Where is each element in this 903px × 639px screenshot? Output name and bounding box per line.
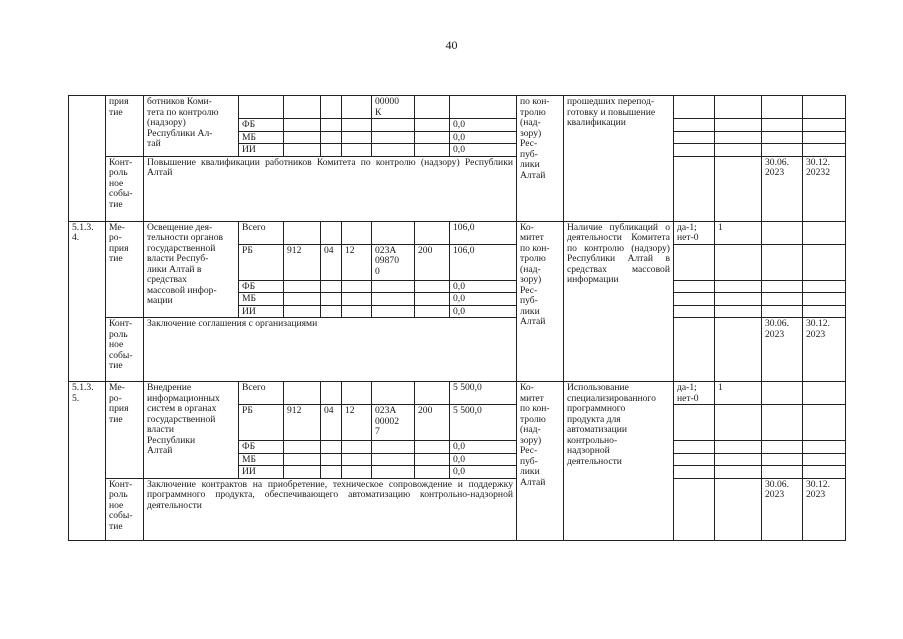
indicator-value xyxy=(715,293,762,306)
indicator-unit xyxy=(674,293,715,306)
funding-vr xyxy=(415,119,450,132)
funding-rz: 04 xyxy=(321,405,342,441)
funding-rz xyxy=(321,119,342,132)
funding-csr xyxy=(372,466,415,479)
funding-vr xyxy=(415,131,450,144)
control-event-date-end: 30.12. 2023 xyxy=(803,478,846,540)
funding-grbs xyxy=(284,441,321,454)
funding-csr xyxy=(372,144,415,157)
funding-source: РБ xyxy=(239,244,284,280)
funding-pr xyxy=(342,466,372,479)
control-event-value xyxy=(715,318,762,382)
program-activities-table xyxy=(68,95,846,541)
funding-source: ФБ xyxy=(239,441,284,454)
funding-rz xyxy=(321,466,342,479)
funding-vr xyxy=(415,293,450,306)
indicator-date-start xyxy=(762,405,803,441)
funding-rz xyxy=(321,453,342,466)
funding-pr xyxy=(342,453,372,466)
funding-source: РБ xyxy=(239,405,284,441)
indicator-value: 1 xyxy=(715,382,762,405)
funding-source: ИИ xyxy=(239,144,284,157)
control-event-value xyxy=(715,478,762,540)
funding-pr xyxy=(342,280,372,293)
indicator-date-start xyxy=(762,96,803,119)
funding-csr xyxy=(372,382,415,405)
indicator-date-start xyxy=(762,382,803,405)
indicator-date-end xyxy=(803,453,846,466)
indicator-value xyxy=(715,405,762,441)
funding-sum: 0,0 xyxy=(450,305,517,318)
funding-csr xyxy=(372,119,415,132)
activity-name: ботников Коми- тета по контролю (надзору) Республики Ал- тай xyxy=(144,96,239,157)
funding-pr xyxy=(342,144,372,157)
control-event-date-start: 30.06. 2023 xyxy=(762,318,803,382)
indicator-unit xyxy=(674,441,715,454)
indicator-value xyxy=(715,280,762,293)
funding-csr xyxy=(372,305,415,318)
executor: по кон- тролю (над- зору) Рес- пуб- лики Алтай xyxy=(517,96,564,222)
activity-code: 5.1.3. 4. xyxy=(69,221,106,382)
indicator-unit xyxy=(674,280,715,293)
funding-sum: 0,0 xyxy=(450,131,517,144)
indicator-value xyxy=(715,144,762,157)
page-number: 40 xyxy=(445,38,458,52)
control-event-unit xyxy=(674,478,715,540)
control-event-type: Конт- роль ное собы- тие xyxy=(106,478,144,540)
funding-pr xyxy=(342,305,372,318)
indicator-date-start xyxy=(762,119,803,132)
activity-name: Внедрение информационных систем в органах государственной власти Республики Алтай xyxy=(144,382,239,479)
indicator-unit xyxy=(674,453,715,466)
funding-row xyxy=(69,96,846,119)
funding-sum xyxy=(450,96,517,119)
funding-grbs xyxy=(284,144,321,157)
indicator-date-start xyxy=(762,466,803,479)
funding-pr xyxy=(342,96,372,119)
indicator-date-end xyxy=(803,293,846,306)
funding-pr: 12 xyxy=(342,405,372,441)
funding-sum: 0,0 xyxy=(450,441,517,454)
indicator-value xyxy=(715,96,762,119)
indicator-date-end xyxy=(803,382,846,405)
indicator-unit xyxy=(674,405,715,441)
control-event-name: Повышение квалификации работников Комитета по контролю (надзору) Республики Алтай xyxy=(144,156,517,221)
indicator-date-start xyxy=(762,293,803,306)
activity-type: Ме- ро- прия тие xyxy=(106,382,144,479)
funding-grbs: 912 xyxy=(284,405,321,441)
funding-row xyxy=(69,221,846,244)
funding-pr xyxy=(342,293,372,306)
indicator-date-start xyxy=(762,305,803,318)
indicator-date-end xyxy=(803,131,846,144)
funding-csr xyxy=(372,293,415,306)
funding-grbs xyxy=(284,221,321,244)
indicator-date-end xyxy=(803,305,846,318)
funding-sum: 0,0 xyxy=(450,119,517,132)
funding-rz xyxy=(321,144,342,157)
indicator-date-start xyxy=(762,453,803,466)
funding-source: ИИ xyxy=(239,466,284,479)
funding-grbs xyxy=(284,293,321,306)
indicator-value xyxy=(715,131,762,144)
funding-csr: 023А 00002 7 xyxy=(372,405,415,441)
funding-row xyxy=(69,382,846,405)
funding-csr xyxy=(372,441,415,454)
funding-sum: 5 500,0 xyxy=(450,405,517,441)
indicator: прошедших перепод- готовку и повышение квалификации xyxy=(564,96,674,222)
funding-source: МБ xyxy=(239,131,284,144)
funding-csr xyxy=(372,221,415,244)
control-event-unit xyxy=(674,156,715,221)
indicator-unit: да-1; нет-0 xyxy=(674,221,715,244)
indicator-date-end xyxy=(803,144,846,157)
indicator-value xyxy=(715,119,762,132)
executor: Ко- митет по кон- тролю (над- зору) Рес- пуб- лики Алтай xyxy=(517,382,564,541)
control-event-name: Заключение контрактов на приобретение, техническое сопровождение и поддержку программного продукта, обеспечивающего автоматизацию контрольно-надзорной деятельности xyxy=(144,478,517,540)
indicator-unit xyxy=(674,119,715,132)
activity-code xyxy=(69,96,106,222)
funding-grbs xyxy=(284,280,321,293)
funding-rz xyxy=(321,441,342,454)
funding-source: Всего xyxy=(239,382,284,405)
funding-grbs xyxy=(284,96,321,119)
indicator-date-start xyxy=(762,244,803,280)
control-event-type: Конт- роль ное собы- тие xyxy=(106,318,144,382)
funding-rz xyxy=(321,293,342,306)
indicator-date-end xyxy=(803,280,846,293)
control-event-value xyxy=(715,156,762,221)
funding-source: ИИ xyxy=(239,305,284,318)
control-event-row xyxy=(69,156,846,221)
indicator-value: 1 xyxy=(715,221,762,244)
funding-vr xyxy=(415,96,450,119)
indicator-date-end xyxy=(803,466,846,479)
indicator-date-start xyxy=(762,441,803,454)
funding-grbs: 912 xyxy=(284,244,321,280)
indicator-unit xyxy=(674,466,715,479)
indicator: Использование специализированного программного продукта для автоматизации контрольно- надзорной деятельности xyxy=(564,382,674,541)
funding-pr xyxy=(342,382,372,405)
activity-name: Освещение дея- тельности органов государственной власти Респуб- лики Алтай в средствах массовой инфор- мации xyxy=(144,221,239,318)
indicator-date-start xyxy=(762,221,803,244)
funding-csr: 00000 К xyxy=(372,96,415,119)
funding-grbs xyxy=(284,119,321,132)
funding-grbs xyxy=(284,466,321,479)
indicator-date-end xyxy=(803,244,846,280)
funding-vr xyxy=(415,382,450,405)
indicator-date-start xyxy=(762,280,803,293)
indicator-date-end xyxy=(803,119,846,132)
indicator-value xyxy=(715,305,762,318)
funding-grbs xyxy=(284,131,321,144)
funding-source: Всего xyxy=(239,221,284,244)
indicator-value xyxy=(715,441,762,454)
funding-csr: 023А 09870 0 xyxy=(372,244,415,280)
funding-source: ФБ xyxy=(239,119,284,132)
control-event-row xyxy=(69,478,846,540)
indicator-date-end xyxy=(803,221,846,244)
funding-vr xyxy=(415,280,450,293)
indicator-unit xyxy=(674,305,715,318)
funding-rz xyxy=(321,131,342,144)
funding-csr xyxy=(372,280,415,293)
funding-grbs xyxy=(284,382,321,405)
indicator-value xyxy=(715,244,762,280)
funding-rz xyxy=(321,221,342,244)
funding-grbs xyxy=(284,453,321,466)
funding-rz xyxy=(321,96,342,119)
indicator-date-start xyxy=(762,144,803,157)
funding-rz xyxy=(321,305,342,318)
control-event-date-start: 30.06. 2023 xyxy=(762,478,803,540)
indicator-value xyxy=(715,466,762,479)
activity-type: прия тие xyxy=(106,96,144,157)
indicator-date-start xyxy=(762,131,803,144)
control-event-type: Конт- роль ное собы- тие xyxy=(106,156,144,221)
funding-pr xyxy=(342,131,372,144)
control-event-unit xyxy=(674,318,715,382)
funding-pr xyxy=(342,221,372,244)
funding-sum: 0,0 xyxy=(450,466,517,479)
funding-pr: 12 xyxy=(342,244,372,280)
indicator-unit xyxy=(674,244,715,280)
indicator-date-end xyxy=(803,96,846,119)
funding-vr xyxy=(415,441,450,454)
funding-source xyxy=(239,96,284,119)
funding-pr xyxy=(342,119,372,132)
indicator-value xyxy=(715,453,762,466)
indicator: Наличие публикаций о деятельности Комитета по контролю (надзору) Республики Алтай в средствах массовой информации xyxy=(564,221,674,382)
funding-vr xyxy=(415,144,450,157)
funding-source: ФБ xyxy=(239,280,284,293)
funding-rz: 04 xyxy=(321,244,342,280)
control-event-row xyxy=(69,318,846,382)
funding-csr xyxy=(372,453,415,466)
funding-vr: 200 xyxy=(415,244,450,280)
indicator-unit: да-1; нет-0 xyxy=(674,382,715,405)
indicator-date-end xyxy=(803,405,846,441)
funding-sum: 0,0 xyxy=(450,293,517,306)
funding-rz xyxy=(321,382,342,405)
activity-code: 5.1.3. 5. xyxy=(69,382,106,541)
control-event-date-end: 30.12. 2023 xyxy=(803,318,846,382)
indicator-unit xyxy=(674,96,715,119)
funding-vr xyxy=(415,221,450,244)
funding-sum: 106,0 xyxy=(450,244,517,280)
indicator-unit xyxy=(674,131,715,144)
funding-pr xyxy=(342,441,372,454)
funding-sum: 0,0 xyxy=(450,453,517,466)
control-event-name: Заключение соглашения с организациями xyxy=(144,318,517,382)
funding-source: МБ xyxy=(239,453,284,466)
control-event-date-start: 30.06. 2023 xyxy=(762,156,803,221)
indicator-date-end xyxy=(803,441,846,454)
funding-vr xyxy=(415,466,450,479)
executor: Ко- митет по кон- тролю (над- зору) Рес- пуб- лики Алтай xyxy=(517,221,564,382)
activity-type: Ме- ро- прия тие xyxy=(106,221,144,318)
funding-sum: 0,0 xyxy=(450,144,517,157)
funding-sum: 106,0 xyxy=(450,221,517,244)
funding-vr xyxy=(415,453,450,466)
funding-csr xyxy=(372,131,415,144)
funding-rz xyxy=(321,280,342,293)
funding-sum: 5 500,0 xyxy=(450,382,517,405)
indicator-unit xyxy=(674,144,715,157)
funding-vr xyxy=(415,305,450,318)
funding-grbs xyxy=(284,305,321,318)
funding-vr: 200 xyxy=(415,405,450,441)
control-event-date-end: 30.12. 20232 xyxy=(803,156,846,221)
funding-sum: 0,0 xyxy=(450,280,517,293)
funding-source: МБ xyxy=(239,293,284,306)
